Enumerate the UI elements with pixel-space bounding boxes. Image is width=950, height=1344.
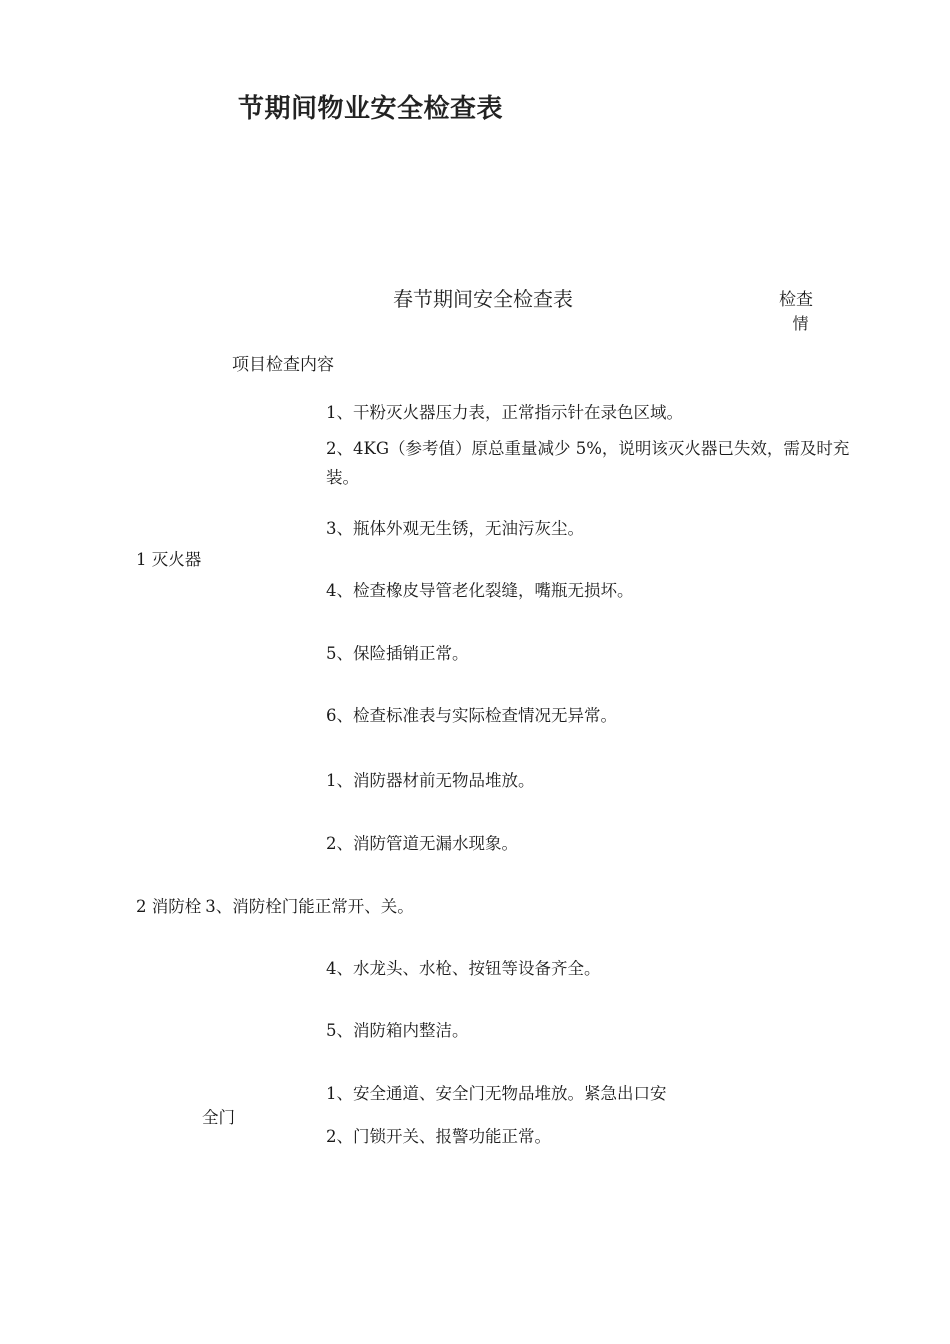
list-item: 3、瓶体外观无生锈，无油污灰尘。	[326, 519, 584, 538]
hydrant-row	[136, 892, 414, 921]
section-label-fire-extinguisher: 1 灭火器	[136, 550, 202, 569]
list-item: 6、检查标准表与实际检查情况无异常。	[326, 706, 617, 725]
project-content-header: 项目检查内容	[232, 355, 334, 375]
check-status-header-line1: 检查	[779, 290, 813, 310]
list-item: 1、消防器材前无物品堆放。	[326, 771, 535, 790]
check-status-header	[779, 288, 813, 336]
list-item: 5、保险插销正常。	[326, 644, 469, 663]
section-label-safety-door: 全门	[202, 1108, 235, 1127]
list-item: 1、干粉灭火器压力表，正常指示针在录色区域。	[326, 403, 683, 422]
list-item: 4、检查橡皮导管老化裂缝，嘴瓶无损坏。	[326, 581, 634, 600]
list-item: 5、消防箱内整洁。	[326, 1021, 469, 1040]
section-label-hydrant: 2 消防栓	[136, 897, 202, 916]
list-item: 3、消防栓门能正常开、关。	[205, 897, 414, 916]
list-item: 4、水龙头、水枪、按钮等设备齐全。	[326, 959, 601, 978]
list-item: 1、安全通道、安全门无物品堆放。紧急出口安	[326, 1084, 667, 1103]
list-item: 2、4KG（参考值）原总重量减少 5%，说明该灭火器已失效，需及时充装。	[326, 439, 850, 487]
list-item: 2、门锁开关、报警功能正常。	[326, 1127, 551, 1146]
list-item: 2、消防管道无漏水现象。	[326, 834, 518, 853]
check-status-header-line2: 情	[792, 314, 809, 333]
table-title: 春节期间安全检查表	[393, 287, 573, 311]
document-title: 节期间物业安全检查表	[238, 94, 504, 124]
